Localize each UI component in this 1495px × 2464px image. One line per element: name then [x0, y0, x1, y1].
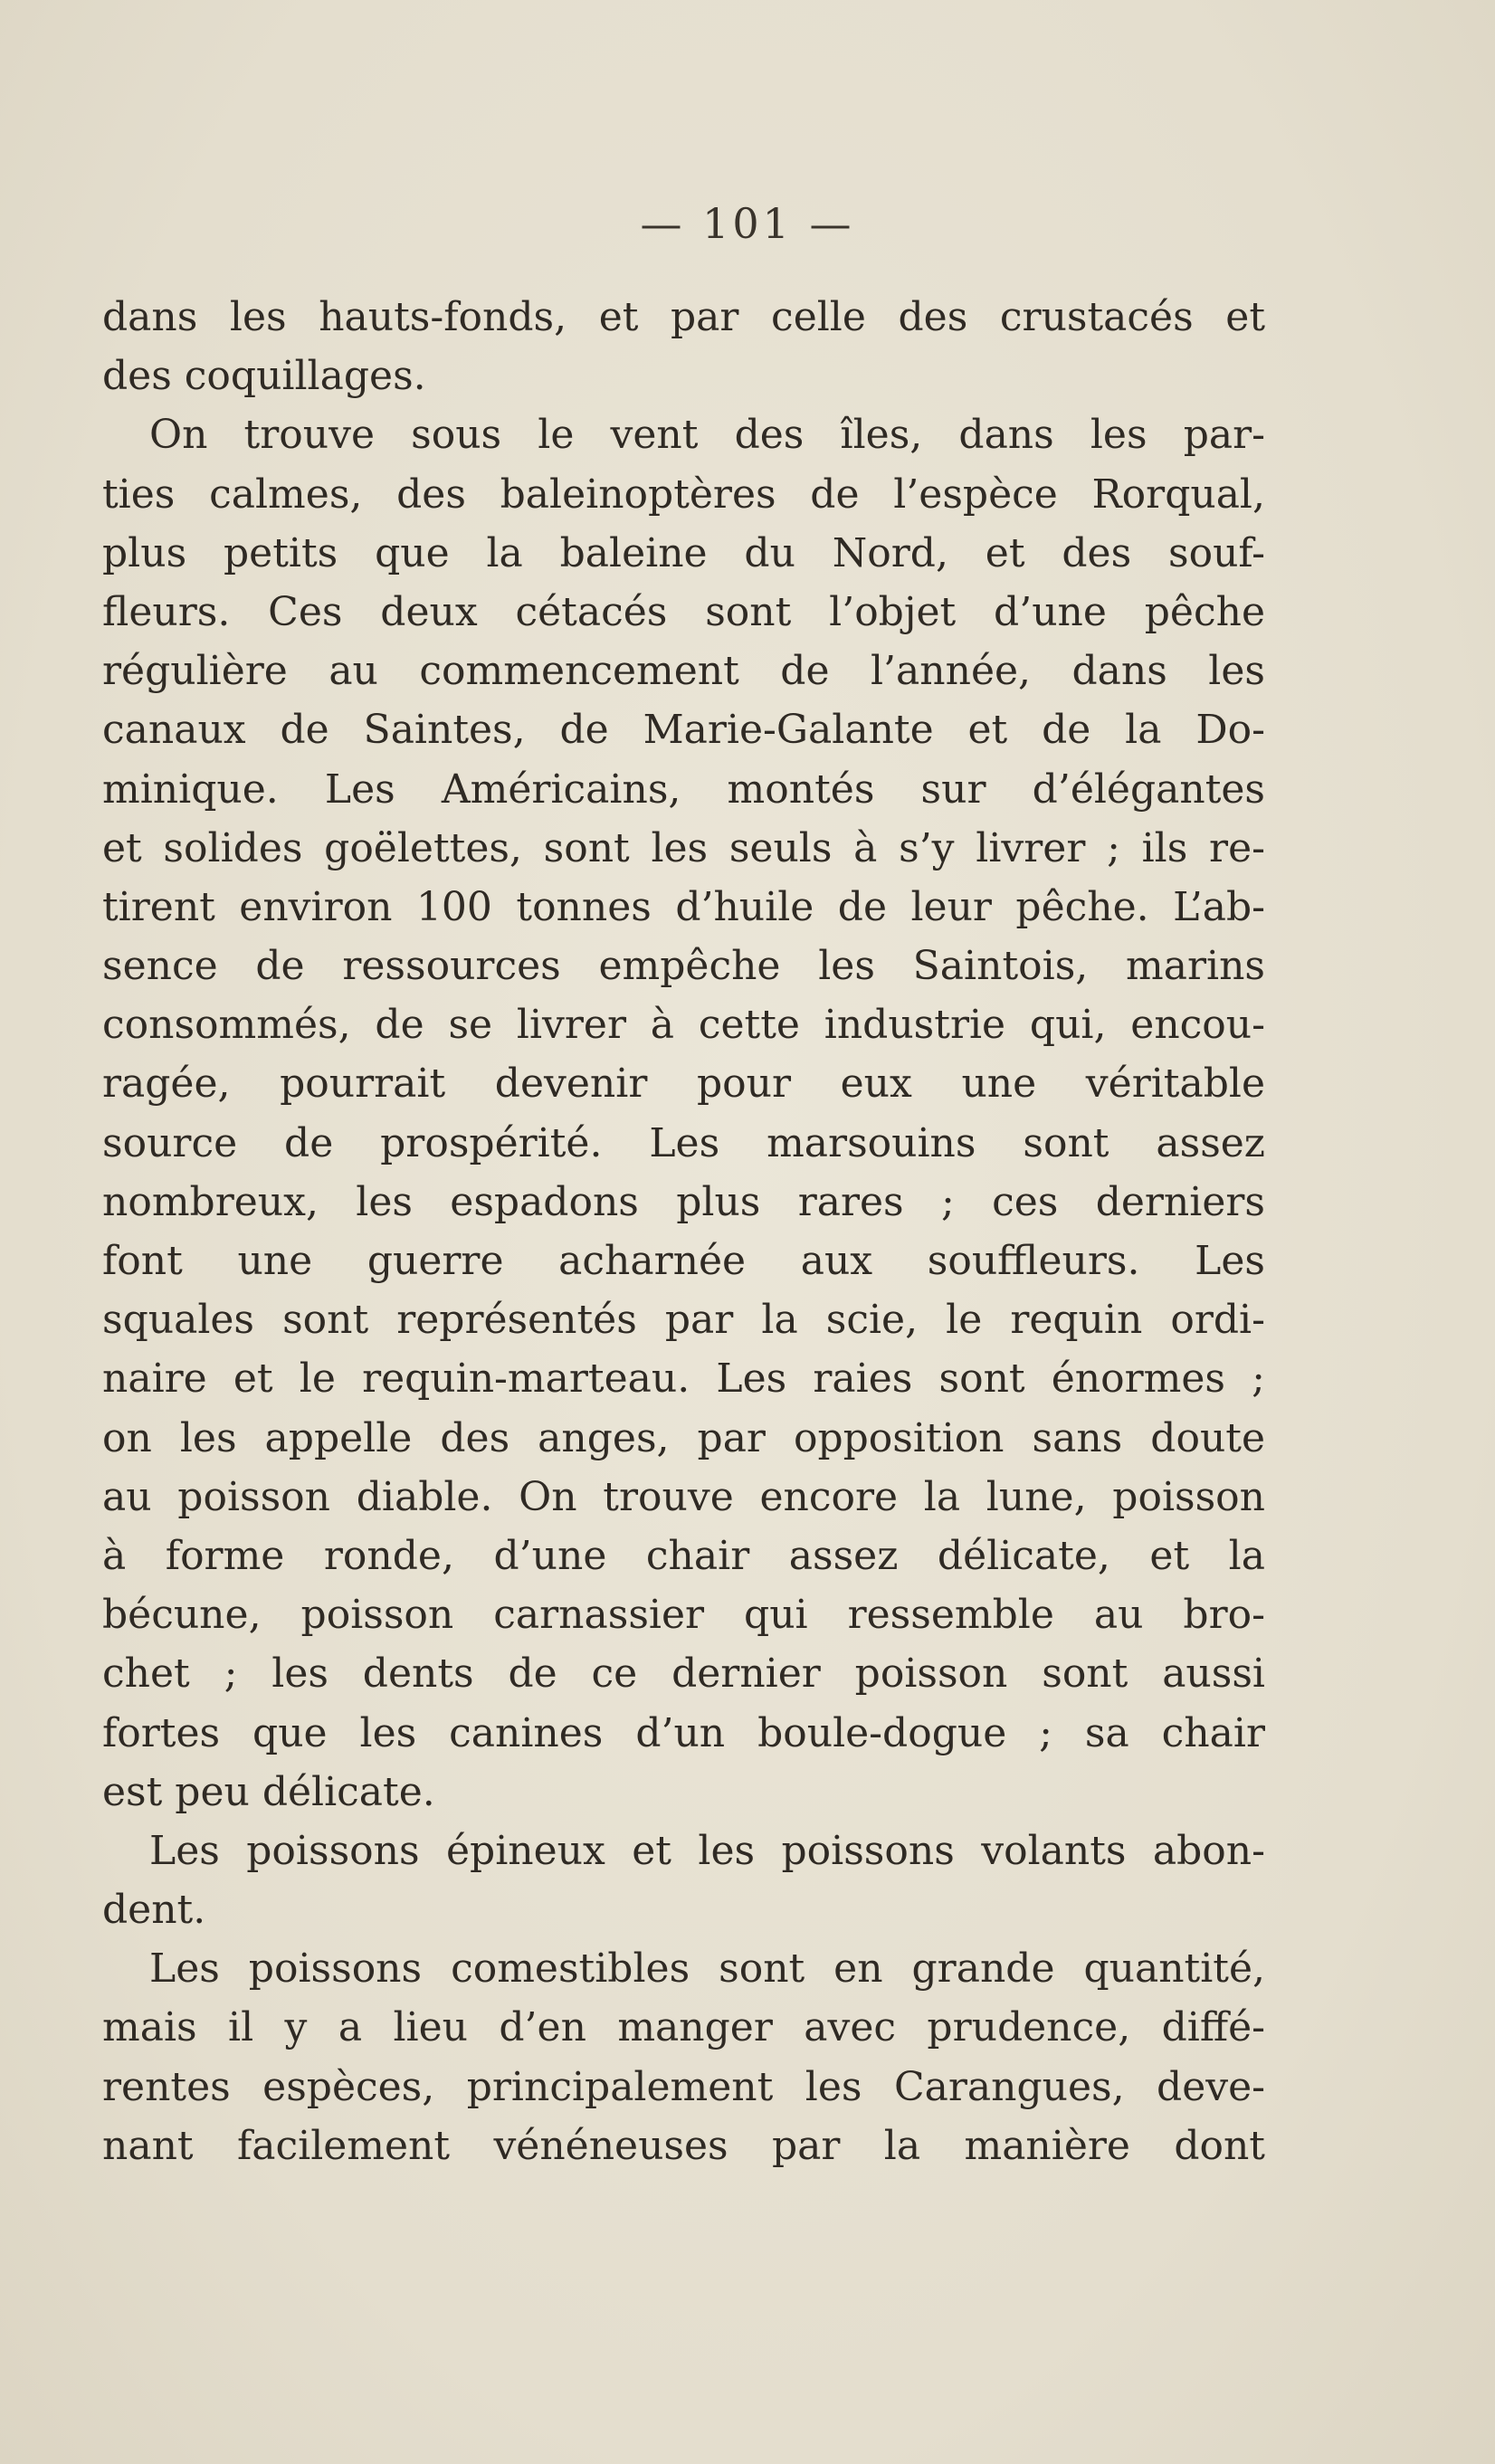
- text-line: on les appelle des anges, par opposition sans doute: [102, 1414, 1265, 1461]
- text-line: minique. Les Américains, montés sur d’élégantes: [102, 766, 1265, 813]
- text-line: rentes espèces, principalement les Carangues, deve-: [102, 2063, 1265, 2110]
- text-line: ragée, pourrait devenir pour eux une véritable: [102, 1061, 1265, 1108]
- text-line: bécune, poisson carnassier qui ressemble au bro-: [102, 1592, 1265, 1639]
- text-line: plus petits que la baleine du Nord, et des souf-: [102, 529, 1265, 576]
- text-line: source de prospérité. Les marsouins sont assez: [102, 1119, 1265, 1166]
- text-line: tirent environ 100 tonnes d’huile de leur pêche. L’ab-: [102, 883, 1265, 930]
- body-text: [102, 288, 1265, 2175]
- text-line: Les poissons comestibles sont en grande quantité,: [149, 1946, 1265, 1993]
- text-line: fleurs. Ces deux cétacés sont l’objet d’une pêche: [102, 588, 1265, 635]
- text-line: régulière au commencement de l’année, dans les: [102, 648, 1265, 695]
- text-line: naire et le requin-marteau. Les raies sont énormes ;: [102, 1356, 1265, 1403]
- text-line: nant facilement vénéneuses par la manière dont: [102, 2122, 1265, 2169]
- text-line: Les poissons épineux et les poissons volants abon-: [149, 1827, 1265, 1874]
- text-line: mais il y a lieu d’en manger avec prudence, diffé-: [102, 2004, 1265, 2051]
- text-line: canaux de Saintes, de Marie-Galante et de la Do-: [102, 707, 1265, 754]
- text-line: chet ; les dents de ce dernier poisson sont aussi: [102, 1651, 1265, 1698]
- text-line: fortes que les canines d’un boule-dogue ; sa chair: [102, 1709, 1265, 1756]
- text-line: dent.: [102, 1887, 206, 1934]
- text-line: au poisson diable. On trouve encore la lune, poisson: [102, 1473, 1265, 1520]
- text-line: font une guerre acharnée aux souffleurs. Les: [102, 1238, 1265, 1284]
- text-line: On trouve sous le vent des îles, dans les par-: [149, 412, 1265, 459]
- page-number: — 101 —: [640, 199, 855, 248]
- text-line: dans les hauts-fonds, et par celle des crustacés et: [102, 294, 1265, 340]
- text-line: est peu délicate.: [102, 1768, 435, 1815]
- text-line: à forme ronde, d’une chair assez délicate, et la: [102, 1532, 1265, 1579]
- text-line: et solides goëlettes, sont les seuls à s’y livrer ; ils re-: [102, 824, 1265, 871]
- text-line: squales sont représentés par la scie, le requin ordi-: [102, 1297, 1265, 1344]
- text-line: nombreux, les espadons plus rares ; ces derniers: [102, 1178, 1265, 1225]
- text-line: ties calmes, des baleinoptères de l’espèce Rorqual,: [102, 471, 1265, 518]
- text-line: consommés, de se livrer à cette industrie qui, encou-: [102, 1002, 1265, 1049]
- text-line: sence de ressources empêche les Saintois, marins: [102, 943, 1265, 990]
- text-line: des coquillages.: [102, 353, 426, 400]
